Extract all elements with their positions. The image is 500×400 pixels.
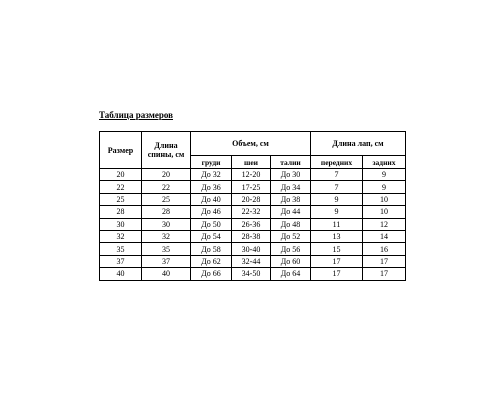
page-title: Таблица размеров — [99, 110, 173, 120]
cell-back-paws: 10 — [363, 193, 406, 205]
cell-back-length: 30 — [142, 218, 191, 230]
cell-size: 25 — [100, 193, 142, 205]
cell-front-paws: 13 — [311, 230, 363, 242]
subheader-neck: шеи — [232, 156, 271, 169]
cell-back-length: 37 — [142, 255, 191, 267]
cell-waist: До 52 — [271, 230, 311, 242]
table-row — [100, 169, 406, 181]
cell-waist: До 64 — [271, 268, 311, 280]
cell-back-length: 35 — [142, 243, 191, 255]
cell-back-length: 40 — [142, 268, 191, 280]
header-volume: Объем, см — [191, 132, 311, 156]
cell-neck: 30-40 — [232, 243, 271, 255]
cell-size: 30 — [100, 218, 142, 230]
header-back-length: Длина спины, см — [142, 132, 191, 169]
cell-waist: До 34 — [271, 181, 311, 193]
cell-back-paws: 9 — [363, 169, 406, 181]
cell-front-paws: 17 — [311, 268, 363, 280]
cell-chest: До 66 — [191, 268, 232, 280]
cell-neck: 32-44 — [232, 255, 271, 267]
cell-back-paws: 14 — [363, 230, 406, 242]
subheader-back-paws: задних — [363, 156, 406, 169]
table-row — [100, 243, 406, 255]
cell-back-length: 25 — [142, 193, 191, 205]
cell-neck: 12-20 — [232, 169, 271, 181]
cell-chest: До 58 — [191, 243, 232, 255]
cell-neck: 22-32 — [232, 206, 271, 218]
cell-back-length: 20 — [142, 169, 191, 181]
cell-chest: До 40 — [191, 193, 232, 205]
table-row — [100, 255, 406, 267]
cell-front-paws: 17 — [311, 255, 363, 267]
header-row — [100, 132, 406, 156]
cell-neck: 17-25 — [232, 181, 271, 193]
cell-waist: До 44 — [271, 206, 311, 218]
cell-front-paws: 7 — [311, 169, 363, 181]
table-row — [100, 230, 406, 242]
cell-waist: До 56 — [271, 243, 311, 255]
cell-size: 20 — [100, 169, 142, 181]
cell-waist: До 60 — [271, 255, 311, 267]
subheader-front-paws: передних — [311, 156, 363, 169]
cell-size: 28 — [100, 206, 142, 218]
cell-size: 32 — [100, 230, 142, 242]
cell-neck: 26-36 — [232, 218, 271, 230]
table-row — [100, 206, 406, 218]
cell-back-length: 28 — [142, 206, 191, 218]
cell-chest: До 36 — [191, 181, 232, 193]
cell-back-paws: 17 — [363, 268, 406, 280]
cell-back-paws: 12 — [363, 218, 406, 230]
cell-neck: 34-50 — [232, 268, 271, 280]
size-table — [99, 131, 406, 281]
cell-front-paws: 9 — [311, 193, 363, 205]
cell-back-paws: 17 — [363, 255, 406, 267]
cell-waist: До 30 — [271, 169, 311, 181]
cell-back-paws: 9 — [363, 181, 406, 193]
cell-chest: До 62 — [191, 255, 232, 267]
table-row — [100, 193, 406, 205]
header-paw-length: Длина лап, см — [311, 132, 406, 156]
cell-back-paws: 10 — [363, 206, 406, 218]
cell-back-length: 22 — [142, 181, 191, 193]
cell-size: 22 — [100, 181, 142, 193]
cell-size: 35 — [100, 243, 142, 255]
table-row — [100, 268, 406, 280]
cell-front-paws: 15 — [311, 243, 363, 255]
subheader-waist: талии — [271, 156, 311, 169]
cell-front-paws: 9 — [311, 206, 363, 218]
cell-size: 40 — [100, 268, 142, 280]
cell-front-paws: 7 — [311, 181, 363, 193]
cell-chest: До 46 — [191, 206, 232, 218]
cell-chest: До 54 — [191, 230, 232, 242]
cell-chest: До 50 — [191, 218, 232, 230]
table-row — [100, 218, 406, 230]
cell-back-paws: 16 — [363, 243, 406, 255]
cell-size: 37 — [100, 255, 142, 267]
cell-waist: До 38 — [271, 193, 311, 205]
table-row — [100, 181, 406, 193]
subheader-chest: груди — [191, 156, 232, 169]
cell-front-paws: 11 — [311, 218, 363, 230]
cell-waist: До 48 — [271, 218, 311, 230]
cell-neck: 28-38 — [232, 230, 271, 242]
cell-chest: До 32 — [191, 169, 232, 181]
header-size: Размер — [100, 132, 142, 169]
cell-neck: 20-28 — [232, 193, 271, 205]
table-body — [100, 169, 406, 281]
cell-back-length: 32 — [142, 230, 191, 242]
